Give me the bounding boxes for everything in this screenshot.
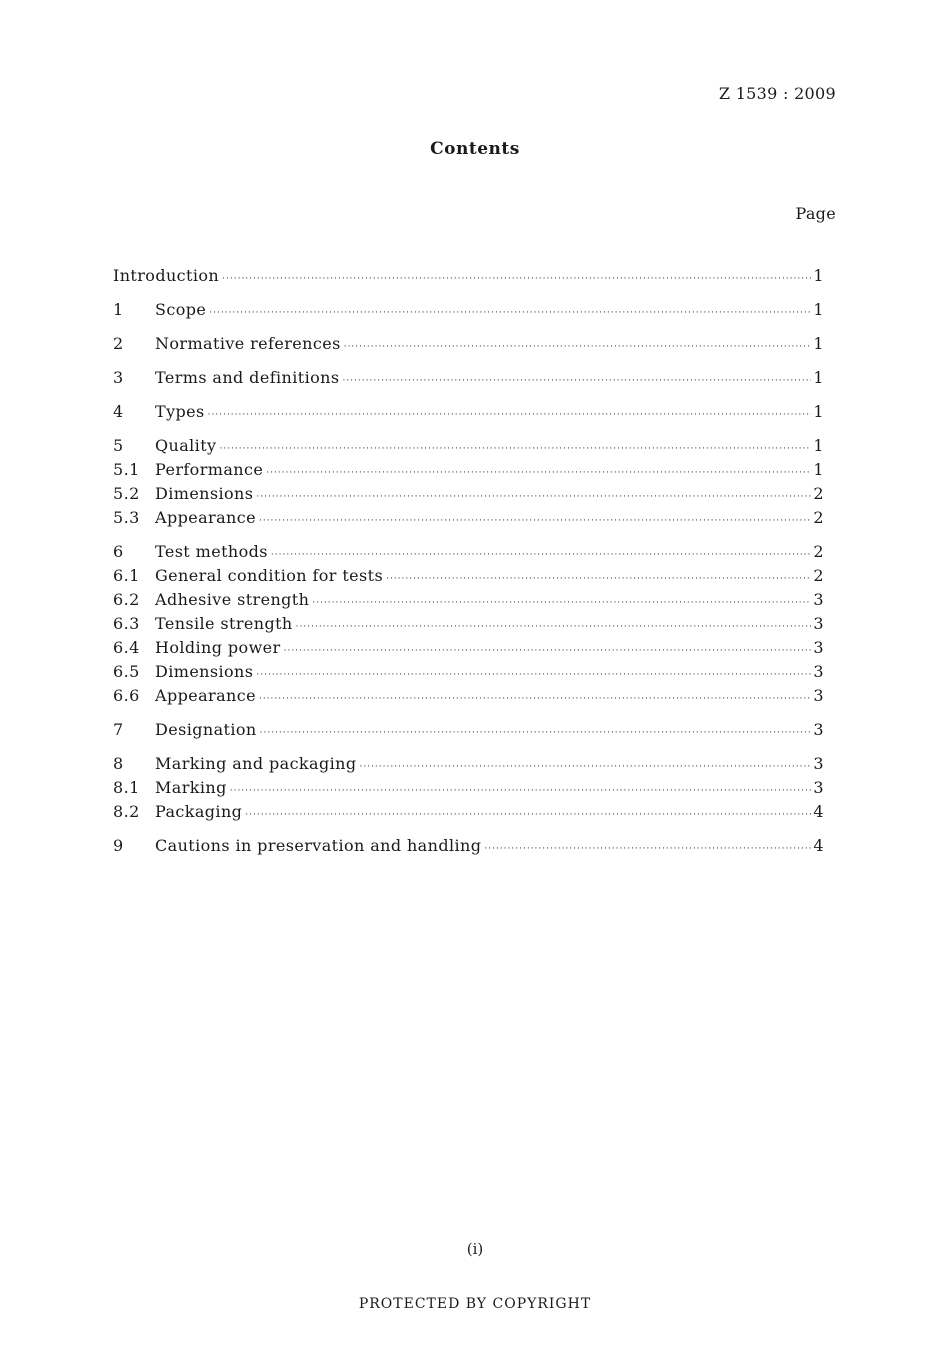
toc-entry-number: 6.3 [113,614,140,633]
toc-dot-leader [230,786,812,796]
toc-entry-number: 6.1 [113,566,140,585]
toc-dot-leader [359,762,811,772]
toc-entry-title: Cautions in preservation and handling [155,836,482,855]
toc-entry[interactable] [113,614,824,638]
toc-entry-title: Holding power [155,638,281,657]
toc-entry-page: 2 [813,508,824,527]
toc-entry[interactable] [113,508,824,532]
toc-entry-page: 3 [813,614,824,633]
toc-entry[interactable] [113,566,824,590]
toc-entry-page: 3 [813,720,824,739]
toc-entry-title: Marking [155,778,227,797]
toc-entry-page: 1 [813,436,824,455]
toc-entry-number: 5.2 [113,484,140,503]
toc-entry[interactable] [113,542,824,566]
toc-entry-number: 5 [113,436,124,455]
toc-entry[interactable] [113,436,824,460]
toc-dot-leader [209,308,811,318]
toc-entry-title: Test methods [155,542,268,561]
toc-entry[interactable] [113,662,824,686]
toc-entry[interactable] [113,836,824,860]
toc-entry[interactable] [113,590,824,614]
toc-dot-leader [271,550,812,560]
toc-entry-number: 5.3 [113,508,140,527]
toc-entry-page: 2 [813,484,824,503]
toc-entry-title: Introduction [113,266,220,285]
toc-entry[interactable] [113,300,824,324]
toc-entry-title: Appearance [155,508,256,527]
toc-entry-number: 8.1 [113,778,140,797]
toc-dot-leader [259,516,811,526]
toc-entry-number: 3 [113,368,124,387]
toc-entry-title: Marking and packaging [155,754,357,773]
toc-dot-leader [284,646,812,656]
toc-entry-number: 6.2 [113,590,140,609]
toc-dot-leader [208,410,812,420]
toc-entry-title: Terms and definitions [155,368,340,387]
toc-entry-title: Types [155,402,205,421]
toc-entry[interactable] [113,686,824,710]
toc-entry-number: 6.6 [113,686,140,705]
toc-entry-title: Tensile strength [155,614,293,633]
table-of-contents [113,266,824,860]
toc-entry[interactable] [113,402,824,426]
toc-entry-page: 3 [813,590,824,609]
page-number: (i) [466,1240,484,1258]
toc-entry-title: Packaging [155,802,243,821]
toc-entry[interactable] [113,754,824,778]
toc-entry-page: 4 [813,836,824,855]
toc-dot-leader [256,492,811,502]
toc-entry-number: 8.2 [113,802,140,821]
toc-dot-leader [484,844,811,854]
toc-entry-number: 6.4 [113,638,140,657]
toc-entry-title: Designation [155,720,257,739]
toc-entry[interactable] [113,802,824,826]
toc-entry[interactable] [113,720,824,744]
toc-entry-number: 7 [113,720,124,739]
toc-entry-number: 6 [113,542,124,561]
toc-dot-leader [222,274,811,284]
toc-entry-page: 1 [813,368,824,387]
toc-entry-title: Scope [155,300,207,319]
toc-entry-number: 8 [113,754,124,773]
toc-entry[interactable] [113,638,824,662]
toc-entry[interactable] [113,266,824,290]
toc-dot-leader [344,342,812,352]
toc-entry-title: Dimensions [155,484,254,503]
toc-dot-leader [256,670,811,680]
toc-entry-title: General condition for tests [155,566,384,585]
toc-dot-leader [296,622,812,632]
toc-entry-title: Dimensions [155,662,254,681]
toc-entry-title: Normative references [155,334,341,353]
toc-entry-title: Quality [155,436,217,455]
toc-entry-number: 2 [113,334,124,353]
toc-entry-title: Appearance [155,686,256,705]
toc-entry[interactable] [113,334,824,358]
toc-entry-page: 1 [813,460,824,479]
toc-entry-page: 1 [813,300,824,319]
toc-entry-page: 2 [813,566,824,585]
toc-entry-page: 2 [813,542,824,561]
toc-dot-leader [312,598,811,608]
toc-entry-page: 3 [813,754,824,773]
toc-entry-page: 1 [813,266,824,285]
toc-entry-page: 3 [813,638,824,657]
toc-dot-leader [386,574,811,584]
toc-entry-page: 1 [813,334,824,353]
page-column-label: Page [795,204,836,223]
document-id: Z 1539 : 2009 [718,84,836,103]
toc-entry[interactable] [113,368,824,392]
toc-entry-number: 9 [113,836,124,855]
toc-dot-leader [245,810,811,820]
toc-entry-page: 3 [813,686,824,705]
toc-entry-number: 4 [113,402,124,421]
toc-entry-page: 4 [813,802,824,821]
toc-dot-leader [266,468,811,478]
toc-entry-page: 3 [813,778,824,797]
toc-entry-title: Performance [155,460,264,479]
toc-dot-leader [219,444,811,454]
contents-title: Contents [430,139,520,159]
toc-entry[interactable] [113,778,824,802]
toc-dot-leader [260,728,812,738]
toc-entry-page: 3 [813,662,824,681]
toc-entry[interactable] [113,460,824,484]
toc-entry-number: 5.1 [113,460,140,479]
toc-entry-number: 1 [113,300,124,319]
toc-entry-page: 1 [813,402,824,421]
toc-entry-number: 6.5 [113,662,140,681]
toc-entry-title: Adhesive strength [155,590,310,609]
toc-entry[interactable] [113,484,824,508]
toc-dot-leader [259,694,811,704]
toc-dot-leader [342,376,811,386]
copyright-notice: PROTECTED BY COPYRIGHT [358,1296,592,1312]
